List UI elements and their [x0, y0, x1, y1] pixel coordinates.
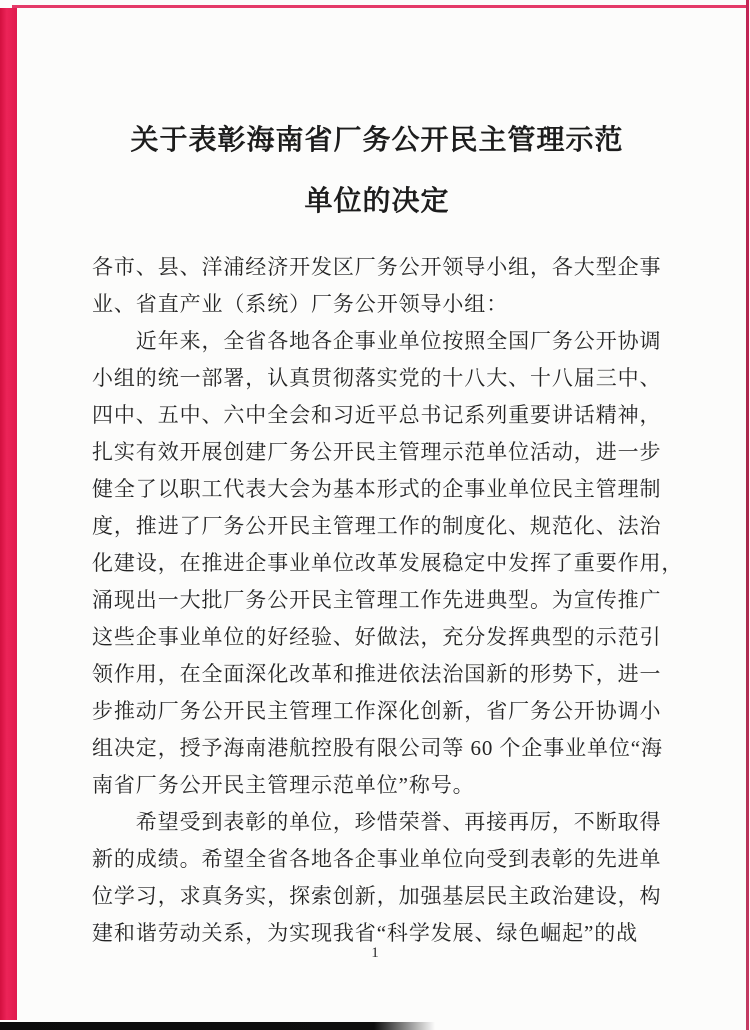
title-line-1: 关于表彰海南省厂务公开民主管理示范 — [130, 125, 624, 156]
body-line: 位学习，求真务实，探索创新，加强基层民主政治建设，构 — [92, 884, 662, 908]
body-line: 业、省直产业（系统）厂务公开领导小组： — [92, 292, 509, 316]
body-line: 扎实有效开展创建厂务公开民主管理示范单位活动，进一步 — [92, 440, 662, 464]
body-line: 新的成绩。希望全省各地各企事业单位向受到表彰的先进单 — [92, 847, 662, 871]
body-line: 组决定，授予海南港航控股有限公司等 60 个企事业单位“海 — [92, 736, 663, 760]
page-number: 1 — [371, 945, 379, 961]
title-line-2: 单位的决定 — [304, 186, 450, 217]
scan-edge-bottom-black-bar — [0, 1022, 435, 1030]
body-line: 四中、五中、六中全会和习近平总书记系列重要讲话精神， — [92, 403, 662, 427]
body-line: 度，推进了厂务公开民主管理工作的制度化、规范化、法治 — [92, 514, 662, 538]
body-line: 步推动厂务公开民主管理工作深化创新，省厂务公开协调小 — [92, 699, 662, 723]
body-line: 各市、县、洋浦经济开发区厂务公开领导小组，各大型企事 — [92, 255, 662, 279]
document-body — [92, 249, 684, 952]
scan-border-left-pink-strip — [0, 8, 17, 1020]
body-line: 健全了以职工代表大会为基本形式的企事业单位民主管理制 — [92, 477, 662, 501]
body-line: 化建设，在推进企事业单位改革发展稳定中发挥了重要作用， — [92, 551, 684, 575]
body-line: 涌现出一大批厂务公开民主管理工作先进典型。为宣传推广 — [92, 588, 662, 612]
document-title — [92, 0, 662, 232]
document-content — [92, 0, 684, 952]
body-line: 小组的统一部署，认真贯彻落实党的十八大、十八届三中、 — [92, 366, 662, 390]
body-line: 南省厂务公开民主管理示范单位”称号。 — [92, 773, 475, 797]
body-line: 这些企事业单位的好经验、好做法，充分发挥典型的示范引 — [92, 625, 662, 649]
scan-border-right-crimson-line — [746, 0, 749, 1030]
body-line: 希望受到表彰的单位，珍惜荣誉、再接再厉，不断取得 — [92, 810, 662, 834]
body-line: 建和谐劳动关系，为实现我省“科学发展、绿色崛起”的战 — [92, 921, 639, 945]
body-line: 领作用，在全面深化改革和推进依法治国新的形势下，进一 — [92, 662, 662, 686]
body-line: 近年来，全省各地各企事业单位按照全国厂务公开协调 — [92, 329, 662, 353]
